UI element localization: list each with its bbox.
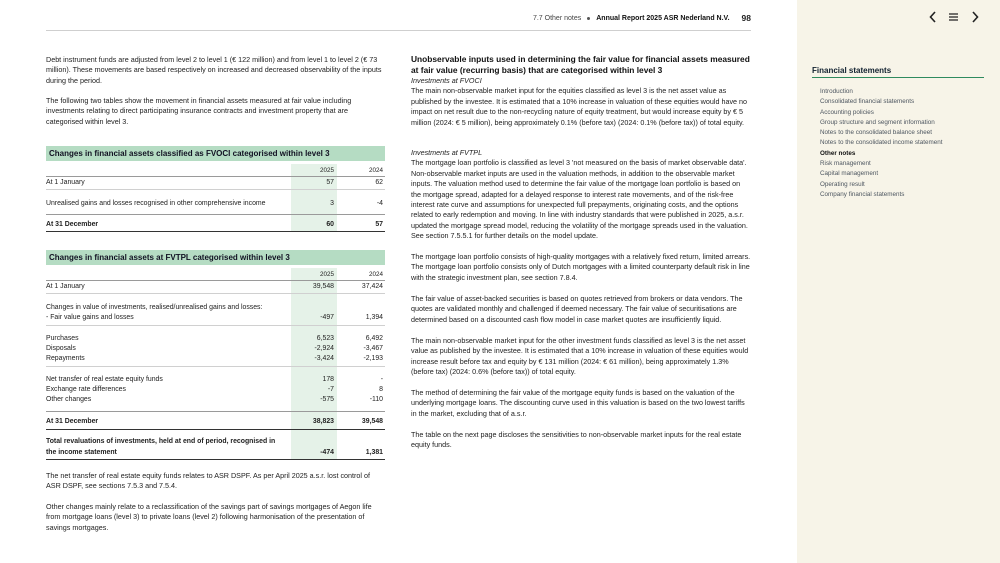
intro-paragraph-2: The following two tables show the movement in financial assets measured at fair value including investments relating to direct participating insurance contracts and investment property that are categorised within level 3. <box>46 96 352 126</box>
table-of-contents <box>820 87 943 200</box>
header-divider <box>46 30 751 31</box>
chevron-left-icon[interactable] <box>929 10 937 28</box>
value-2024: -2,193 <box>363 355 383 362</box>
row-label: the income statement <box>46 449 117 456</box>
fvoci-level3-table <box>46 164 385 232</box>
table-row <box>46 395 385 405</box>
toc-item-other-notes[interactable]: Other notes <box>820 149 856 157</box>
value-2025: -474 <box>320 449 334 456</box>
table-row <box>46 178 385 188</box>
row-label: Unrealised gains and losses recognised in other comprehensive income <box>46 200 266 207</box>
report-title: Annual Report 2025 ASR Nederland N.V. <box>596 14 730 22</box>
value-2024: -4 <box>376 200 383 207</box>
sidebar-title-rule <box>812 77 984 78</box>
table-row <box>46 313 385 323</box>
col-header-2025: 2025 <box>319 271 334 278</box>
rule <box>46 325 385 326</box>
separator-dot <box>587 17 590 20</box>
row-label: Total revaluations of investments, held at end of period, recognised in <box>46 438 276 445</box>
rule <box>46 280 385 281</box>
value-2025: 178 <box>322 376 334 383</box>
fvtpl-level3-table <box>46 268 385 460</box>
rule <box>46 459 385 460</box>
row-label: Disposals <box>46 345 76 352</box>
value-2025: -7 <box>327 386 334 393</box>
mortgage-equity-paragraph: The method of determining the fair value of the mortgage equity funds is based on the valuation of the underlying mortgage loans. The discounting curve used in this valuation is based on the two lowest tariffs in the market, excluding that of a.s.r. <box>411 388 745 418</box>
value-2024: 6,492 <box>365 335 383 342</box>
intro-paragraph-1: Debt instrument funds are adjusted from level 2 to level 1 (€ 122 million) and from level 1 to level 2 (€ 73 million). These movements are based respectively on increased and decreased observability of the inputs during the period. <box>46 55 382 85</box>
note-paragraph-1: The net transfer of real estate equity funds relates to ASR DSPF. As per April 2025 a.s.r. lost control of ASR DSPF, see sections 7.5.3 and 7.5.4. <box>46 471 371 491</box>
investment-funds-paragraph: The main non-observable market input for the other investment funds classified as level 3 is the net asset value as published by the investee. It is estimated that a 10% increase in valuation of these equities would increase result before tax and equity by € 131 million (2024: € 61 million), being approximately 1.3% (before tax) (2024: 0.6% (before tax)) of total equity. <box>411 336 749 377</box>
value-2024: 1,381 <box>365 449 383 456</box>
rule <box>46 411 385 412</box>
rule <box>46 176 385 177</box>
row-label: At 1 January <box>46 283 85 290</box>
toc-item-risk-management[interactable]: Risk management <box>820 160 871 168</box>
abs-paragraph: The fair value of asset-backed securities is based on quotes retrieved from brokers or data vendors. The quotes are validated monthly and challenged if deemed necessary. The fair value of securitisations are determined based on a discounted cash flow model in case market quotes are insufficiently liquid. <box>411 294 743 324</box>
subheading-fvtpl: Investments at FVTPL <box>411 148 483 157</box>
fvoci-paragraph: The main non-observable market input for the equities classified as level 3 is the net asset value as published by the investee. It is estimated that a 10% increase in valuation of these equities would have no impact on net result due to the non-recycling nature of equity treatment, but would increase equity by € 5 million (2024: € 5 million), being approximately 0.1% (before tax) (2024: 0.1% (before tax)) of total equity. <box>411 86 748 127</box>
value-2025: -2,924 <box>314 345 334 352</box>
row-label: Changes in value of investments, realised/unrealised gains and losses: <box>46 304 263 311</box>
row-label: - Fair value gains and losses <box>46 314 134 321</box>
value-2024: - <box>380 376 383 383</box>
toc-item-company-financial-statements[interactable]: Company financial statements <box>820 190 905 198</box>
table-row <box>46 385 385 395</box>
toc-item-capital-management[interactable]: Capital management <box>820 170 879 178</box>
value-2025: 38,823 <box>312 418 334 425</box>
sidebar <box>797 0 1000 563</box>
table2-title: Changes in financial assets at FVTPL categorised within level 3 <box>46 250 385 265</box>
next-page-paragraph: The table on the next page discloses the sensitivities to non-observable market inputs for the real estate equity funds. <box>411 430 742 450</box>
table-row-total <box>46 417 385 427</box>
value-2025: -497 <box>320 314 334 321</box>
row-label: At 31 December <box>46 418 99 425</box>
value-2024: -3,467 <box>363 345 383 352</box>
value-2024: 1,394 <box>365 314 383 321</box>
toc-item-notes-income-statement[interactable]: Notes to the consolidated income statement <box>820 139 943 147</box>
note-paragraph-2: Other changes mainly relate to a reclassification of the savings part of savings mortgages of Aegon life from mortgage loans (level 3) to private loans (level 2) following harmonisation of the presentation of savings mortgages. <box>46 502 372 532</box>
col-2025-shade <box>291 268 337 460</box>
rule <box>46 231 385 232</box>
col-header-2024: 2024 <box>368 271 383 278</box>
rule <box>46 189 385 190</box>
rule <box>46 214 385 215</box>
value-2024: -110 <box>369 396 383 403</box>
value-2025: 3 <box>330 200 334 207</box>
value-2025: -3,424 <box>314 355 334 362</box>
row-label: Other changes <box>46 396 92 403</box>
rule <box>46 293 385 294</box>
subheading-fvoci: Investments at FVOCI <box>411 76 482 85</box>
col-header-2025: 2025 <box>319 167 334 174</box>
toc-item-introduction[interactable]: Introduction <box>820 88 853 95</box>
value-2025: 39,548 <box>312 283 334 290</box>
table-header-row <box>46 270 385 280</box>
row-label: Repayments <box>46 355 85 362</box>
value-2024: 62 <box>375 179 383 186</box>
section-label: 7.7 Other notes <box>532 14 582 22</box>
table-row-revaluation <box>46 437 385 447</box>
row-label: At 31 December <box>46 221 99 228</box>
toc-item-group-structure[interactable]: Group structure and segment information <box>820 118 935 126</box>
table-row <box>46 199 385 209</box>
fvtpl-paragraph: The mortgage loan portfolio is classified as level 3 'not measured on the basis of market observable data'. Non-observable market inputs are used in the valuation methods, in addition to the observable market inputs. The valuation method used to determine the fair value of the mortgage loan portfolio is based on the mortgage spread, adapted for a delayed response to interest rate movements, and of the risk-free interest rate curve and assumptions for unexpected full prepayments, originating costs, and the options related to early redemption and moving. In line with industry standards that were published in 2025, a.s.r. updated the mortgage spread model, reducing the volatility of the mortgage spreads used in the valuation. See section 7.5.5.1 for further details on the model update. <box>411 158 748 241</box>
toc-item-accounting-policies[interactable]: Accounting policies <box>820 108 874 116</box>
row-label: Exchange rate differences <box>46 386 126 393</box>
row-label: Purchases <box>46 335 79 342</box>
table1-title: Changes in financial assets classified as FVOCI categorised within level 3 <box>46 146 385 161</box>
section-heading: Unobservable inputs used in determining the fair value for financial assets measured at fair value (recurring basis) that are categorised within level 3 <box>411 54 750 75</box>
value-2025: -575 <box>320 396 334 403</box>
value-2024: 8 <box>379 386 383 393</box>
page-header <box>533 13 751 23</box>
sidebar-title: Financial statements <box>812 66 892 75</box>
rule <box>46 429 385 430</box>
value-2025: 57 <box>326 179 334 186</box>
rule <box>46 366 385 367</box>
table-row <box>46 375 385 385</box>
chevron-right-icon[interactable] <box>971 10 979 28</box>
value-2024: 37,424 <box>361 283 383 290</box>
row-label: At 1 January <box>46 179 85 186</box>
value-2025: 60 <box>326 221 334 228</box>
row-label: Net transfer of real estate equity funds <box>46 376 163 383</box>
toc-item-operating-result[interactable]: Operating result <box>820 180 865 188</box>
table-header-row <box>46 166 385 176</box>
table-row <box>46 303 385 313</box>
page-navigation <box>929 10 979 22</box>
table-row-revaluation <box>46 448 385 458</box>
page-number: 98 <box>741 13 751 23</box>
table-row-total <box>46 220 385 230</box>
table-row <box>46 354 385 364</box>
fvtpl-block <box>411 148 752 242</box>
table-row <box>46 344 385 354</box>
menu-icon[interactable] <box>948 10 959 28</box>
fvoci-block <box>411 76 752 128</box>
value-2024: 57 <box>375 221 383 228</box>
value-2025: 6,523 <box>316 335 334 342</box>
toc-item-notes-balance-sheet[interactable]: Notes to the consolidated balance sheet <box>820 129 933 137</box>
col-header-2024: 2024 <box>368 167 383 174</box>
value-2024: 39,548 <box>361 418 383 425</box>
table-row <box>46 282 385 292</box>
mortgage-paragraph: The mortgage loan portfolio consists of high-quality mortgages with a relatively fixed return, limited arrears. The mortgage loan portfolio consists only of Dutch mortgages with a limited counterparty default risk in line with the strategic investment plan, see section 7.8.4. <box>411 252 751 282</box>
toc-item-consolidated-financial-statements[interactable]: Consolidated financial statements <box>820 98 915 106</box>
table-row <box>46 334 385 344</box>
